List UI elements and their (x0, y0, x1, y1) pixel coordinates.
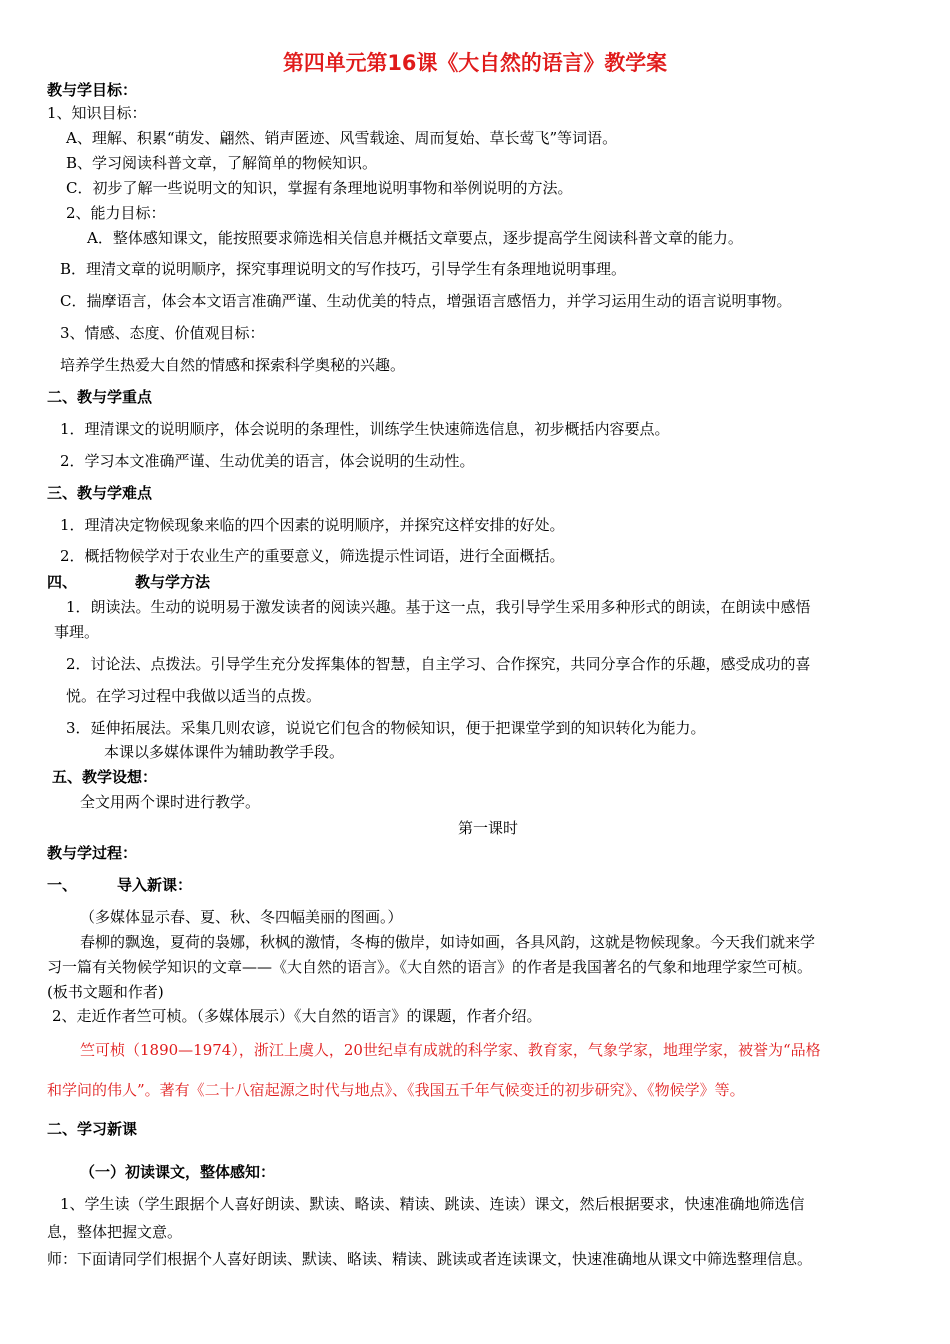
document-title: 第四单元第16课《大自然的语言》教学案 (283, 51, 667, 75)
ability-heading: 2、能力目标： (66, 204, 166, 222)
difficulties-heading: 三、教与学难点 (47, 484, 153, 502)
key-point-item: 2．学习本文准确严谨、生动优美的语言，体会说明的生动性。 (60, 452, 475, 470)
lesson-title: 第一课时 (458, 819, 519, 837)
intro-paragraph-line-2: 习一篇有关物候学知识的文章——《大自然的语言》。《大自然的语言》的作者是我国著名的气象和地理学家竺可桢。 (47, 958, 813, 976)
method-3: 3．延伸拓展法。采集几则农谚，说说它们包含的物候知识，便于把课堂学到的知识转化为能力。 (66, 719, 706, 737)
knowledge-item: C．初步了解一些说明文的知识，掌握有条理地说明事物和举例说明的方法。 (66, 179, 573, 197)
difficulty-item: 2．概括物候学对于农业生产的重要意义，筛选提示性词语，进行全面概括。 (60, 547, 565, 565)
process-heading: 教与学过程： (47, 844, 138, 862)
media-note: （多媒体显示春、夏、秋、冬四幅美丽的图画。） (80, 908, 403, 926)
ability-item: C．揣摩语言，体会本文语言准确严谨、生动优美的特点，增强语言感悟力，并学习运用生动的语言说明事物。 (60, 292, 792, 310)
reading-paragraph-line-1: 1、学生读（学生跟据个人喜好朗读、默读、略读、精读、跳读、连读）课文，然后根据要求，快速准确地筛选信 (60, 1195, 805, 1213)
method-note: 本课以多媒体课件为辅助教学手段。 (104, 743, 345, 761)
ability-item: A．整体感知课文，能按照要求筛选相关信息并概括文章要点，逐步提高学生阅读科普文章的能力。 (87, 229, 743, 247)
intro-heading-text: 导入新课： (117, 876, 193, 894)
method-1-line-1: 1．朗读法。生动的说明易于激发读者的阅读兴趣。基于这一点，我引导学生采用多种形式的朗读，在朗读中感悟 (66, 598, 811, 616)
design-text: 全文用两个课时进行教学。 (80, 793, 261, 811)
knowledge-heading: 1、知识目标： (47, 104, 147, 122)
methods-heading-num: 四、 (47, 573, 78, 591)
ability-item: B．理清文章的说明顺序，探究事理说明文的写作技巧，引导学生有条理地说明事理。 (60, 260, 627, 278)
intro-paragraph-line-3: (板书文题和作者) (47, 983, 164, 1001)
emotion-text: 培养学生热爱大自然的情感和探索科学奥秘的兴趣。 (60, 356, 406, 374)
intro-heading (47, 875, 192, 895)
difficulty-item: 1．理清决定物候现象来临的四个因素的说明顺序，并探究这样安排的好处。 (60, 516, 565, 534)
author-item: 2、走近作者竺可桢。（多媒体展示）《大自然的语言》的课题，作者介绍。 (52, 1007, 542, 1025)
knowledge-item: B、学习阅读科普文章，了解简单的物候知识。 (66, 154, 378, 172)
method-2-line-2: 悦。在学习过程中我做以适当的点拨。 (66, 687, 322, 705)
objectives-heading: 教与学目标： (47, 81, 138, 99)
knowledge-item: A、理解、积累“萌发、翩然、销声匿迹、风雪载途、周而复始、草长莺飞”等词语。 (66, 129, 618, 147)
methods-heading-text: 教与学方法 (135, 573, 211, 591)
design-heading: 五、教学设想： (52, 768, 158, 786)
author-bio-line-1: 竺可桢（1890—1974），浙江上虞人，20世纪卓有成就的科学家、教育家，气象学家，地理学家，被誉为“品格 (80, 1041, 821, 1059)
intro-heading-num: 一、 (47, 876, 78, 894)
reading-paragraph-line-2: 息，整体把握文意。 (47, 1223, 183, 1241)
method-2-line-1: 2．讨论法、点拨法。引导学生充分发挥集体的智慧，自主学习、合作探究，共同分享合作的乐趣，感受成功的喜 (66, 655, 811, 673)
methods-heading (47, 572, 210, 592)
method-1-line-2: 事理。 (54, 623, 100, 641)
key-points-heading: 二、教与学重点 (47, 388, 153, 406)
new-lesson-subheading: （一）初读课文，整体感知： (80, 1163, 276, 1181)
teacher-instruction: 师：下面请同学们根据个人喜好朗读、默读、略读、精读、跳读或者连读课文，快速准确地从课文中筛选整理信息。 (47, 1250, 813, 1268)
key-point-item: 1．理清课文的说明顺序，体会说明的条理性，训练学生快速筛选信息，初步概括内容要点。 (60, 420, 670, 438)
emotion-heading: 3、情感、态度、价值观目标： (60, 324, 265, 342)
author-bio-line-2: 和学问的伟人”。著有《二十八宿起源之时代与地点》、《我国五千年气候变迁的初步研究》、《物候学》等。 (47, 1081, 745, 1099)
intro-paragraph-line-1: 春柳的飘逸，夏荷的袅娜，秋枫的激情，冬梅的傲岸，如诗如画，各具风韵，这就是物候现象。今天我们就来学 (80, 933, 816, 951)
new-lesson-heading: 二、学习新课 (47, 1120, 138, 1138)
